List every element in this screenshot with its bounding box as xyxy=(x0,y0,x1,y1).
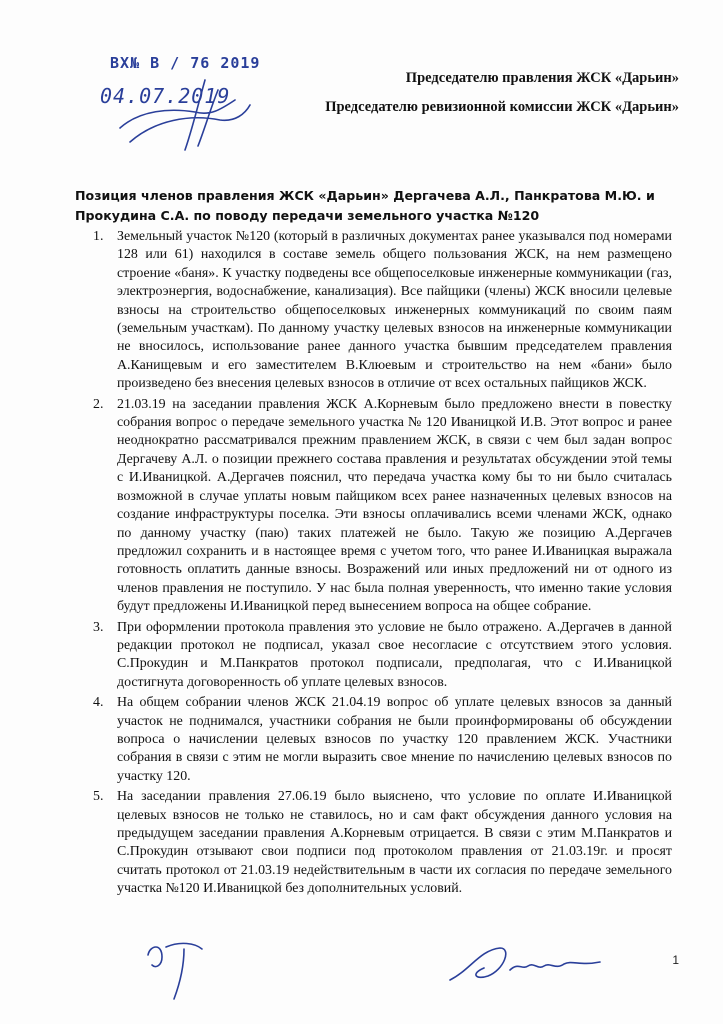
item-text: 21.03.19 на заседании правления ЖСК А.Корневым было предложено внести в повестку собрания вопрос о передаче земельного участка № 120 Иваницкой И.В. Этот вопрос и ранее неоднократно рассматривался прежним правлением ЖСК, в связи с чем был задан вопрос Дергачеву А.Л. о позиции прежнего состава правления и результатах обсуждении этой темы с И.Иваницкой. А.Дергачев пояснил, что передача участка кому бы то ни было считалась возможной в случае уплаты новым пайщиком всех ранее назначенных целевых взносов на создание инфраструктуры поселка. Эти взносы оплачивались всеми членами ЖСК, однако по данному участку (паю) таких платежей не было. Такую же позицию А.Дергачев предложил сохранить и в настоящее время с учетом того, что ранее И.Иваницкая выражала готовность оплатить данные взносы. Возражений или иных предложений ни от одного из членов правления не поступило. У нас была полная уверенность, что именно такие условия будут предложены И.Иваницкой перед вынесением вопроса на общее собрание. xyxy=(117,396,672,615)
item-number: 4. xyxy=(93,695,104,711)
item-text: На общем собрании членов ЖСК 21.04.19 вопрос об уплате целевых взносов за данный участок не поднимался, участники собрания не были проинформированы об обсуждении вопроса о начислении целевых взносов по участку 120 правлением ЖСК. Участники собрания в связи с этим не могли выразить свое мнение по начислению целевых взносов по участку 120. xyxy=(117,695,672,784)
addressee-audit-chair: Председателю ревизионной комиссии ЖСК «Дарьин» xyxy=(325,99,679,115)
incoming-date: 04.07.2019 xyxy=(100,84,231,108)
position-items-list xyxy=(93,228,672,901)
document-title: Позиция членов правления ЖСК «Дарьин» Дергачева А.Л., Панкратова М.Ю. и Прокудина С.А. по поводу передачи земельного участка №120 xyxy=(75,188,655,223)
item-text: При оформлении протокола правления это условие не было отражено. А.Дергачев в данной редакции протокол не подписал, указал свое несогласие с отсутствием этого условия. С.Прокудин и М.Панкратов протокол подписали, предполагая, что с И.Иваницкой достигнута договоренность об уплате целевых взносов. xyxy=(117,619,672,690)
list-item xyxy=(93,396,672,617)
list-item xyxy=(93,694,672,786)
item-text: На заседании правления 27.06.19 было выяснено, что условие по оплате И.Иваницкой целевых взносов не только не ставилось, но и сам факт обсуждения данного условия на предыдущем заседании правления А.Корневым отрицается. В связи с этим М.Панкратов и С.Прокудин отзывают свои подписи под протоколом правления от 21.03.19г. и просят считать протокол от 21.03.19 недействительным в части их согласия по передаче земельного участка №120 И.Иваницкой без дополнительных условий. xyxy=(117,789,672,897)
incoming-number: ВХ№ В / 76 2019 xyxy=(110,54,261,72)
item-number: 5. xyxy=(93,789,104,805)
item-number: 3. xyxy=(93,619,104,635)
list-item xyxy=(93,619,672,693)
page-number: 1 xyxy=(672,953,679,967)
incoming-stamp xyxy=(100,50,270,160)
signature-right xyxy=(440,940,610,990)
stamp-signature xyxy=(100,50,270,160)
list-item xyxy=(93,228,672,394)
item-number: 2. xyxy=(93,396,104,412)
signature-left xyxy=(140,935,220,1005)
addressee-board-chair: Председателю правления ЖСК «Дарьин» xyxy=(405,70,679,86)
list-item xyxy=(93,788,672,898)
item-text: Земельный участок №120 (который в различных документах ранее указывался под номерами 128 или 61) находился в составе земель общего пользования ЖСК, на нем размещено строение «баня». К участку подведены все общепоселковые инженерные коммуникации (газ, электроэнергия, водоснабжение, канализация). Все пайщики (члены) ЖСК вносили целевые взносы на строительство общепоселковых инженерных коммуникаций по своим паям (земельным участкам). По данному участку целевых взносов на инженерные коммуникации не вносилось, использование ранее данного участка бывшим председателем правления А.Канищевым и его заместителем В.Клюевым и строительство на нем «бани» было произведено без внесения целевых взносов в отличие от всех остальных пайщиков ЖСК. xyxy=(117,229,672,392)
item-number: 1. xyxy=(93,229,104,244)
